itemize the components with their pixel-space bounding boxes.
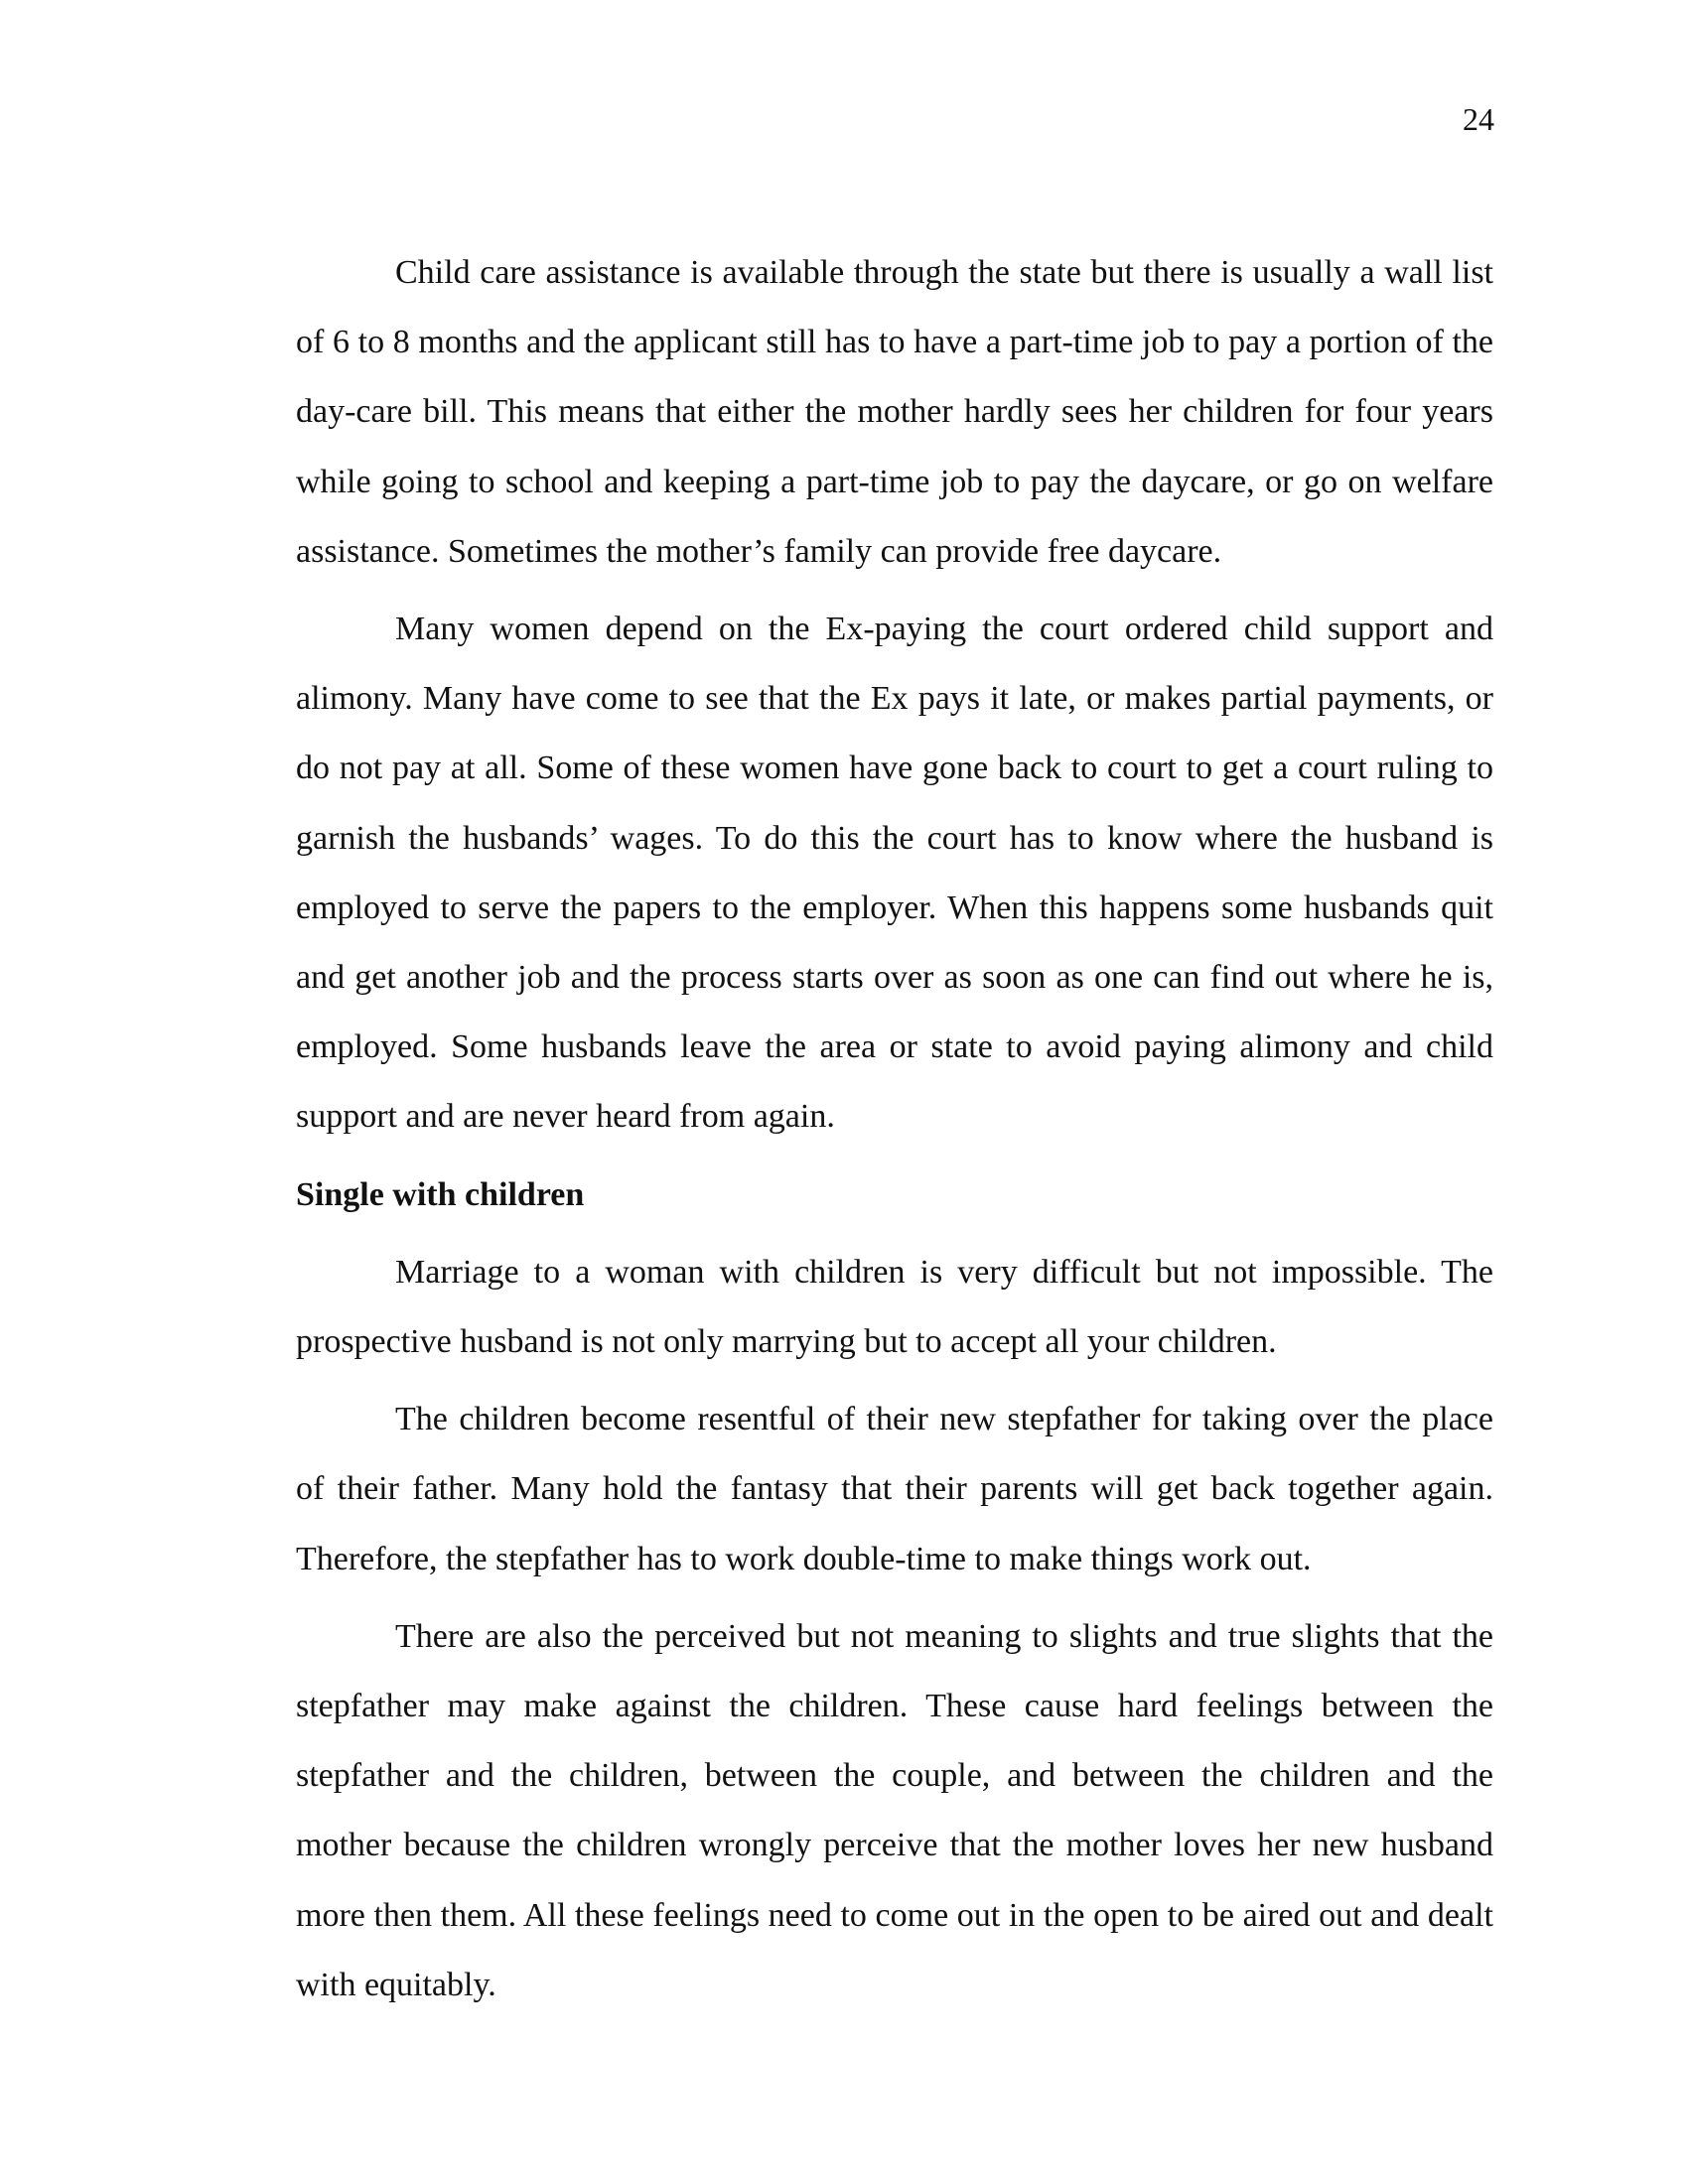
- paragraph-stepfather-resentment: The children become resentful of their new stepfather for taking over the place of their father. Many hold the fantasy that their parents will get back together again. Therefore, the stepfather has to work double-time to make things work out.: [296, 1401, 1493, 1577]
- paragraph-child-support: Many women depend on the Ex-paying the court ordered child support and alimony. Many have come to see that the Ex pays it late, or makes partial payments, or do not pay at all. Some of these women have gone back to court to get a court ruling to garnish the husbands’ wages. To do this the court has to know where the husband is employed to serve the papers to the employer. When this happens some husbands quit and get another job and the process starts over as soon as one can find out where he is, employed. Some husbands leave the area or state to avoid paying alimony and child support and are never heard from again.: [296, 611, 1493, 1136]
- body-text: [296, 238, 1493, 2028]
- paragraph-slights: There are also the perceived but not meaning to slights and true slights that the stepfather may make against the children. These cause hard feelings between the stepfather and the children, between the couple, and between the children and the mother because the children wrongly perceive that the mother loves her new husband more then them. All these feelings need to come out in the open to be aired out and dealt with equitably.: [296, 1617, 1493, 2003]
- paragraph-child-care: Child care assistance is available through the state but there is usually a wall list of 6 to 8 months and the applicant still has to have a part-time job to pay a portion of the day-care bill. This means that either the mother hardly sees her children for four years while going to school and keeping a part-time job to pay the daycare, or go on welfare assistance. Sometimes the mother’s family can provide free daycare.: [296, 254, 1493, 570]
- section-heading: Single with children: [296, 1175, 585, 1213]
- page-number: 24: [1463, 101, 1494, 137]
- paragraph-marriage: Marriage to a woman with children is very difficult but not impossible. The prospective husband is not only marrying but to accept all your children.: [296, 1253, 1493, 1361]
